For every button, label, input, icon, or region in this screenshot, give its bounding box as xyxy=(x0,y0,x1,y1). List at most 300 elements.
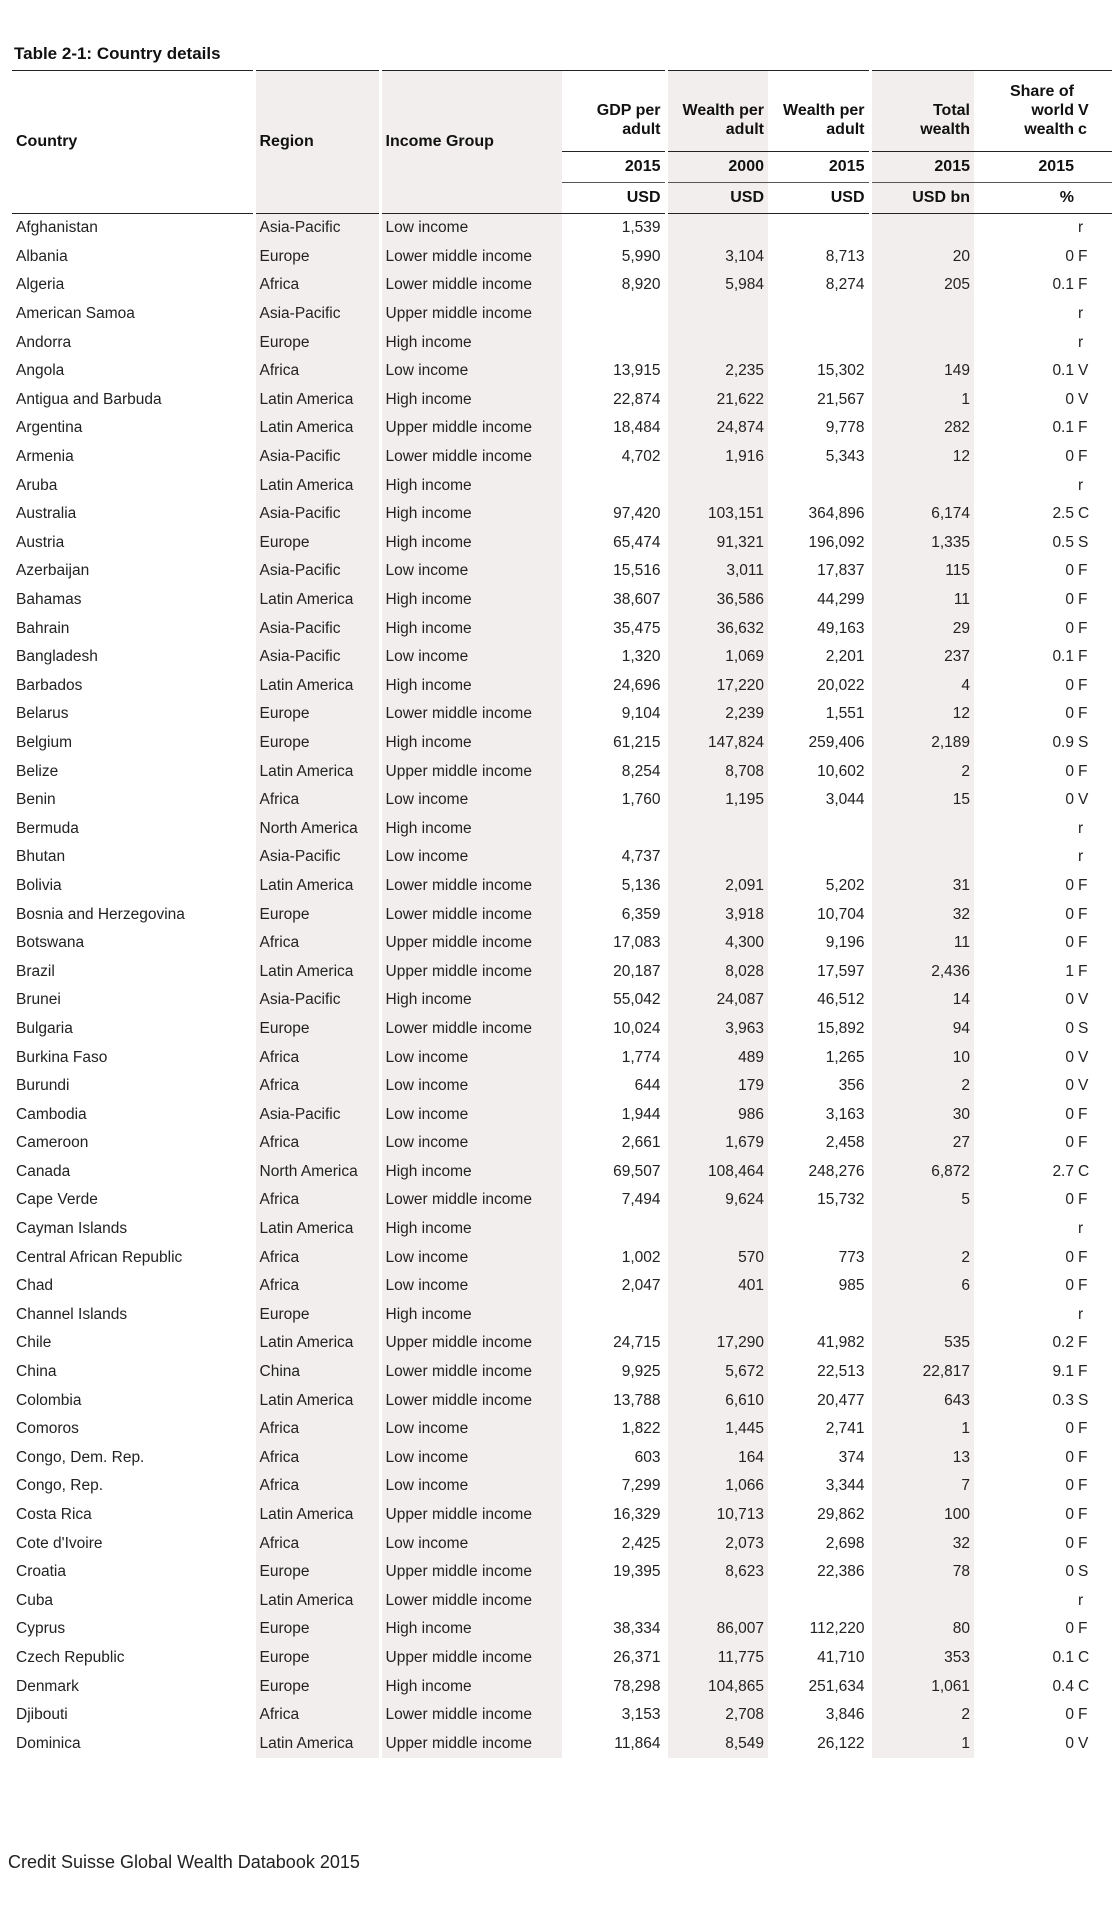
table-row xyxy=(12,357,1112,386)
cell-total-wealth-2015: 1 xyxy=(870,1415,974,1444)
cell-gdp-per-adult-2015 xyxy=(562,300,666,329)
cell-wealth-per-adult-2000: 8,028 xyxy=(666,957,768,986)
cell-country: Cambodia xyxy=(16,1105,87,1123)
cell-total-wealth-2015: 2,189 xyxy=(870,729,974,758)
cell-total-wealth-2015: 205 xyxy=(870,271,974,300)
cell-total-wealth-2015: 2 xyxy=(870,757,974,786)
cell-gdp-per-adult-2015: 4,702 xyxy=(621,448,661,466)
table-row xyxy=(12,1615,1112,1644)
cell-gdp-per-adult-2015: 5,990 xyxy=(621,247,661,265)
cell-share-of-world-wealth-2015: 0.1 xyxy=(1052,362,1074,380)
cell-country: Azerbaijan xyxy=(16,562,90,580)
cell-country: Australia xyxy=(16,505,77,523)
cell-wealth-per-adult-2000: 86,007 xyxy=(666,1615,768,1644)
header-unit-wealth2000: USD xyxy=(666,183,768,214)
cell-gdp-per-adult-2015: 38,607 xyxy=(613,591,661,609)
cell-region: Asia-Pacific xyxy=(254,300,380,329)
cell-next-column-cut: F xyxy=(1078,1448,1088,1466)
table-row xyxy=(12,643,1112,672)
cell-total-wealth-2015: 32 xyxy=(870,900,974,929)
cell-wealth-per-adult-2015: 8,274 xyxy=(825,276,865,294)
cell-income-group: Low income xyxy=(380,1529,562,1558)
cell-region: North America xyxy=(254,1158,380,1187)
cell-income-group: Low income xyxy=(380,557,562,586)
cell-region: North America xyxy=(254,814,380,843)
cell-next-column-cut: C xyxy=(1078,1648,1090,1666)
header-wealth2015-line1: Wealth per xyxy=(783,102,865,119)
cell-gdp-per-adult-2015 xyxy=(562,328,666,357)
cell-region: Europe xyxy=(254,1644,380,1673)
cell-wealth-per-adult-2000: 3,011 xyxy=(666,557,768,586)
cell-income-group: Lower middle income xyxy=(380,1358,562,1387)
cell-country: Cote d'Ivoire xyxy=(16,1534,103,1552)
cell-next-column-cut: F xyxy=(1078,1248,1088,1266)
table-body xyxy=(12,214,1112,1759)
cell-wealth-per-adult-2015: 2,201 xyxy=(825,648,865,666)
cell-wealth-per-adult-2015 xyxy=(768,300,870,329)
cell-share-of-world-wealth-2015: 0 xyxy=(1065,705,1074,723)
cell-share-of-world-wealth-2015: 0.5 xyxy=(1052,533,1074,551)
table-row xyxy=(12,586,1112,615)
cell-country: Bhutan xyxy=(16,848,66,866)
table-row xyxy=(12,1158,1112,1187)
cell-income-group: Low income xyxy=(380,1272,562,1301)
cell-region: Latin America xyxy=(254,414,380,443)
table-row xyxy=(12,328,1112,357)
cell-wealth-per-adult-2000: 1,066 xyxy=(666,1472,768,1501)
cell-wealth-per-adult-2000: 21,622 xyxy=(666,386,768,415)
cell-wealth-per-adult-2015: 26,122 xyxy=(817,1734,865,1752)
cell-income-group: Upper middle income xyxy=(380,1329,562,1358)
cell-wealth-per-adult-2000: 179 xyxy=(666,1072,768,1101)
cell-wealth-per-adult-2000: 104,865 xyxy=(666,1672,768,1701)
cell-next-column-cut: F xyxy=(1078,1420,1088,1438)
header-share-of-world-wealth xyxy=(974,71,1078,152)
cell-share-of-world-wealth-2015: 0 xyxy=(1065,676,1074,694)
table-row xyxy=(12,1243,1112,1272)
cell-wealth-per-adult-2000: 164 xyxy=(666,1444,768,1473)
cell-wealth-per-adult-2000: 24,874 xyxy=(666,414,768,443)
cell-next-column-cut: F xyxy=(1078,648,1088,666)
cell-total-wealth-2015: 1,335 xyxy=(870,529,974,558)
cell-wealth-per-adult-2015 xyxy=(768,814,870,843)
cell-wealth-per-adult-2015: 985 xyxy=(838,1277,865,1295)
cell-gdp-per-adult-2015: 20,187 xyxy=(613,962,661,980)
cell-gdp-per-adult-2015: 1,944 xyxy=(621,1105,661,1123)
cell-total-wealth-2015: 1,061 xyxy=(870,1672,974,1701)
cell-country: Cuba xyxy=(16,1591,54,1609)
table-row xyxy=(12,1529,1112,1558)
cell-country: Chad xyxy=(16,1277,54,1295)
cell-country: Croatia xyxy=(16,1563,66,1581)
cell-share-of-world-wealth-2015: 0 xyxy=(1065,1191,1074,1209)
cell-share-of-world-wealth-2015: 0 xyxy=(1065,1534,1074,1552)
cell-income-group: High income xyxy=(380,614,562,643)
cell-country: Central African Republic xyxy=(16,1248,183,1266)
cell-gdp-per-adult-2015: 35,475 xyxy=(613,619,661,637)
cell-region: Latin America xyxy=(254,586,380,615)
cell-income-group: Lower middle income xyxy=(380,900,562,929)
cell-next-column-cut: F xyxy=(1078,762,1088,780)
cell-gdp-per-adult-2015: 15,516 xyxy=(613,562,661,580)
cell-country: China xyxy=(16,1363,57,1381)
cell-next-column-cut: V xyxy=(1078,390,1089,408)
cell-wealth-per-adult-2015 xyxy=(768,1587,870,1616)
cell-total-wealth-2015: 22,817 xyxy=(870,1358,974,1387)
cell-next-column-cut: F xyxy=(1078,1105,1088,1123)
cell-wealth-per-adult-2015: 5,202 xyxy=(825,876,865,894)
cell-total-wealth-2015: 94 xyxy=(870,1015,974,1044)
cell-share-of-world-wealth-2015: 0.2 xyxy=(1052,1334,1074,1352)
cell-country: Benin xyxy=(16,791,56,809)
cell-income-group: Upper middle income xyxy=(380,957,562,986)
cell-wealth-per-adult-2000: 17,220 xyxy=(666,672,768,701)
cell-gdp-per-adult-2015: 7,494 xyxy=(621,1191,661,1209)
cell-country: Botswana xyxy=(16,934,85,952)
table-title: Table 2-1: Country details xyxy=(14,44,221,63)
cell-total-wealth-2015: 13 xyxy=(870,1444,974,1473)
cell-wealth-per-adult-2000: 489 xyxy=(666,1043,768,1072)
cell-wealth-per-adult-2000 xyxy=(666,214,768,243)
cell-gdp-per-adult-2015: 4,737 xyxy=(621,848,661,866)
cell-total-wealth-2015: 15 xyxy=(870,786,974,815)
cell-wealth-per-adult-2000: 36,586 xyxy=(666,586,768,615)
cell-income-group: Low income xyxy=(380,786,562,815)
cell-wealth-per-adult-2015: 15,732 xyxy=(817,1191,865,1209)
cell-share-of-world-wealth-2015: 0 xyxy=(1065,1620,1074,1638)
cell-wealth-per-adult-2000 xyxy=(666,471,768,500)
header-unit-next xyxy=(1078,183,1112,214)
cell-income-group: High income xyxy=(380,1158,562,1187)
cell-country: Burundi xyxy=(16,1077,70,1095)
cell-country: Bosnia and Herzegovina xyxy=(16,905,185,923)
cell-income-group: Lower middle income xyxy=(380,700,562,729)
header-unit-share: % xyxy=(974,183,1078,214)
cell-total-wealth-2015: 2 xyxy=(870,1072,974,1101)
header-gdp-per-adult xyxy=(562,71,666,152)
cell-wealth-per-adult-2015: 46,512 xyxy=(817,991,865,1009)
table-row xyxy=(12,500,1112,529)
cell-share-of-world-wealth-2015: 0 xyxy=(1065,1706,1074,1724)
cell-country: Afghanistan xyxy=(16,219,98,237)
cell-wealth-per-adult-2000: 2,235 xyxy=(666,357,768,386)
cell-income-group: High income xyxy=(380,1672,562,1701)
table-row xyxy=(12,1701,1112,1730)
cell-region: Africa xyxy=(254,1701,380,1730)
header-share-line1: Share of xyxy=(1009,83,1074,100)
cell-share-of-world-wealth-2015: 0 xyxy=(1065,1134,1074,1152)
table-row xyxy=(12,1644,1112,1673)
cell-wealth-per-adult-2015: 2,698 xyxy=(825,1534,865,1552)
cell-income-group: Lower middle income xyxy=(380,443,562,472)
cell-country: Dominica xyxy=(16,1734,81,1752)
cell-next-column-cut: F xyxy=(1078,1506,1088,1524)
cell-region: Africa xyxy=(254,1243,380,1272)
cell-wealth-per-adult-2000 xyxy=(666,300,768,329)
cell-income-group: Upper middle income xyxy=(380,1729,562,1758)
cell-share-of-world-wealth-2015 xyxy=(974,1215,1078,1244)
cell-country: Channel Islands xyxy=(16,1305,128,1323)
table-row xyxy=(12,1186,1112,1215)
table-row xyxy=(12,872,1112,901)
cell-wealth-per-adult-2015: 3,846 xyxy=(825,1706,865,1724)
header-next-line2: c xyxy=(1078,121,1087,138)
cell-total-wealth-2015 xyxy=(870,471,974,500)
table-row xyxy=(12,1301,1112,1330)
cell-wealth-per-adult-2000: 11,775 xyxy=(666,1644,768,1673)
cell-wealth-per-adult-2000: 401 xyxy=(666,1272,768,1301)
cell-country: Chile xyxy=(16,1334,52,1352)
cell-next-column-cut: F xyxy=(1078,591,1088,609)
cell-country: Bulgaria xyxy=(16,1019,73,1037)
cell-next-column-cut: r xyxy=(1078,819,1084,837)
cell-income-group: Low income xyxy=(380,1444,562,1473)
cell-gdp-per-adult-2015: 1,822 xyxy=(621,1420,661,1438)
cell-income-group: Lower middle income xyxy=(380,872,562,901)
cell-country: American Samoa xyxy=(16,305,135,323)
cell-total-wealth-2015 xyxy=(870,1587,974,1616)
cell-wealth-per-adult-2000 xyxy=(666,1215,768,1244)
cell-region: Africa xyxy=(254,1444,380,1473)
cell-region: Europe xyxy=(254,1672,380,1701)
cell-region: Africa xyxy=(254,1529,380,1558)
cell-wealth-per-adult-2000: 3,963 xyxy=(666,1015,768,1044)
cell-income-group: High income xyxy=(380,529,562,558)
cell-region: Europe xyxy=(254,529,380,558)
header-gdp-line1: GDP per xyxy=(596,102,661,119)
cell-region: Asia-Pacific xyxy=(254,843,380,872)
table-row xyxy=(12,1729,1112,1758)
cell-country: Belize xyxy=(16,762,59,780)
cell-wealth-per-adult-2000: 2,073 xyxy=(666,1529,768,1558)
cell-next-column-cut: F xyxy=(1078,247,1088,265)
cell-share-of-world-wealth-2015: 0 xyxy=(1065,1506,1074,1524)
cell-wealth-per-adult-2015: 20,022 xyxy=(817,676,865,694)
cell-income-group: High income xyxy=(380,729,562,758)
cell-wealth-per-adult-2015: 1,551 xyxy=(825,705,865,723)
table-row xyxy=(12,1215,1112,1244)
cell-wealth-per-adult-2015: 259,406 xyxy=(808,733,865,751)
cell-next-column-cut: F xyxy=(1078,705,1088,723)
table-row xyxy=(12,471,1112,500)
cell-region: Europe xyxy=(254,1015,380,1044)
cell-wealth-per-adult-2015: 10,704 xyxy=(817,905,865,923)
cell-wealth-per-adult-2015: 364,896 xyxy=(808,505,865,523)
cell-wealth-per-adult-2015: 15,892 xyxy=(817,1019,865,1037)
cell-next-column-cut: r xyxy=(1078,1305,1084,1323)
table-row xyxy=(12,986,1112,1015)
cell-income-group: Upper middle income xyxy=(380,414,562,443)
cell-income-group: Upper middle income xyxy=(380,757,562,786)
cell-wealth-per-adult-2000: 3,104 xyxy=(666,243,768,272)
cell-share-of-world-wealth-2015 xyxy=(974,814,1078,843)
cell-next-column-cut: F xyxy=(1078,1191,1088,1209)
cell-total-wealth-2015: 11 xyxy=(870,929,974,958)
table-row xyxy=(12,786,1112,815)
cell-total-wealth-2015: 31 xyxy=(870,872,974,901)
cell-total-wealth-2015: 5 xyxy=(870,1186,974,1215)
cell-next-column-cut: C xyxy=(1078,505,1090,523)
cell-total-wealth-2015 xyxy=(870,843,974,872)
cell-wealth-per-adult-2000: 108,464 xyxy=(666,1158,768,1187)
cell-wealth-per-adult-2000: 6,610 xyxy=(666,1386,768,1415)
cell-region: Latin America xyxy=(254,1215,380,1244)
cell-share-of-world-wealth-2015: 0 xyxy=(1065,1734,1074,1752)
cell-gdp-per-adult-2015: 9,104 xyxy=(621,705,661,723)
cell-region: Latin America xyxy=(254,471,380,500)
cell-income-group: High income xyxy=(380,471,562,500)
cell-country: Algeria xyxy=(16,276,65,294)
cell-income-group: Low income xyxy=(380,1415,562,1444)
cell-share-of-world-wealth-2015: 0 xyxy=(1065,591,1074,609)
cell-share-of-world-wealth-2015: 0.1 xyxy=(1052,1648,1074,1666)
cell-region: Europe xyxy=(254,1615,380,1644)
cell-share-of-world-wealth-2015: 0 xyxy=(1065,1477,1074,1495)
cell-gdp-per-adult-2015: 603 xyxy=(634,1448,661,1466)
header-share-line3: wealth xyxy=(1024,121,1074,138)
cell-income-group: Low income xyxy=(380,1129,562,1158)
cell-total-wealth-2015: 1 xyxy=(870,1729,974,1758)
cell-income-group: Low income xyxy=(380,214,562,243)
cell-total-wealth-2015: 14 xyxy=(870,986,974,1015)
cell-next-column-cut: V xyxy=(1078,362,1089,380)
cell-wealth-per-adult-2000: 8,549 xyxy=(666,1729,768,1758)
cell-wealth-per-adult-2000: 36,632 xyxy=(666,614,768,643)
cell-next-column-cut: F xyxy=(1078,1620,1088,1638)
header-region: Region xyxy=(254,71,380,214)
cell-income-group: Upper middle income xyxy=(380,929,562,958)
cell-next-column-cut: r xyxy=(1078,476,1084,494)
cell-next-column-cut: F xyxy=(1078,934,1088,952)
table-row xyxy=(12,1072,1112,1101)
cell-gdp-per-adult-2015: 78,298 xyxy=(613,1677,661,1695)
cell-gdp-per-adult-2015: 65,474 xyxy=(613,533,661,551)
header-wealth2015-line2: adult xyxy=(826,121,865,138)
cell-income-group: High income xyxy=(380,1215,562,1244)
cell-income-group: Lower middle income xyxy=(380,243,562,272)
cell-gdp-per-adult-2015: 11,864 xyxy=(614,1734,661,1752)
cell-wealth-per-adult-2000: 5,672 xyxy=(666,1358,768,1387)
cell-total-wealth-2015: 32 xyxy=(870,1529,974,1558)
cell-country: Burkina Faso xyxy=(16,1048,108,1066)
cell-next-column-cut: F xyxy=(1078,905,1088,923)
cell-country: Bangladesh xyxy=(16,648,98,666)
cell-region: Asia-Pacific xyxy=(254,614,380,643)
header-unit-total: USD bn xyxy=(870,183,974,214)
cell-income-group: High income xyxy=(380,672,562,701)
cell-gdp-per-adult-2015: 1,774 xyxy=(621,1048,661,1066)
cell-region: Latin America xyxy=(254,386,380,415)
cell-wealth-per-adult-2000: 986 xyxy=(666,1100,768,1129)
header-year-wealth2015: 2015 xyxy=(768,152,870,183)
header-total-line1: Total xyxy=(932,102,970,119)
cell-country: Aruba xyxy=(16,476,58,494)
cell-gdp-per-adult-2015 xyxy=(562,1215,666,1244)
cell-wealth-per-adult-2015: 251,634 xyxy=(808,1677,865,1695)
cell-share-of-world-wealth-2015: 0.4 xyxy=(1052,1677,1074,1695)
cell-region: Europe xyxy=(254,1301,380,1330)
cell-wealth-per-adult-2000: 5,984 xyxy=(666,271,768,300)
cell-wealth-per-adult-2015 xyxy=(768,471,870,500)
cell-region: Asia-Pacific xyxy=(254,557,380,586)
cell-wealth-per-adult-2015: 9,196 xyxy=(825,934,865,952)
table-row xyxy=(12,1358,1112,1387)
cell-region: Asia-Pacific xyxy=(254,986,380,1015)
table-row xyxy=(12,386,1112,415)
table-row xyxy=(12,929,1112,958)
cell-region: Latin America xyxy=(254,957,380,986)
table-row xyxy=(12,1015,1112,1044)
table-row xyxy=(12,1558,1112,1587)
cell-gdp-per-adult-2015: 1,002 xyxy=(621,1248,661,1266)
table-header xyxy=(12,71,1112,214)
cell-wealth-per-adult-2015: 3,344 xyxy=(825,1477,865,1495)
cell-total-wealth-2015: 237 xyxy=(870,643,974,672)
cell-total-wealth-2015: 12 xyxy=(870,700,974,729)
cell-income-group: High income xyxy=(380,500,562,529)
header-wealth2000-line1: Wealth per xyxy=(682,102,764,119)
cell-region: Africa xyxy=(254,1129,380,1158)
cell-wealth-per-adult-2000 xyxy=(666,328,768,357)
cell-income-group: Lower middle income xyxy=(380,1587,562,1616)
cell-gdp-per-adult-2015: 13,788 xyxy=(613,1391,661,1409)
cell-wealth-per-adult-2000: 103,151 xyxy=(666,500,768,529)
cell-total-wealth-2015: 12 xyxy=(870,443,974,472)
cell-share-of-world-wealth-2015: 0 xyxy=(1065,448,1074,466)
cell-country: Costa Rica xyxy=(16,1506,92,1524)
header-year-next xyxy=(1078,152,1112,183)
cell-next-column-cut: r xyxy=(1078,1591,1084,1609)
cell-region: Asia-Pacific xyxy=(254,443,380,472)
cell-share-of-world-wealth-2015: 0 xyxy=(1065,991,1074,1009)
cell-country: Barbados xyxy=(16,676,83,694)
cell-wealth-per-adult-2000: 24,087 xyxy=(666,986,768,1015)
cell-total-wealth-2015: 4 xyxy=(870,672,974,701)
cell-wealth-per-adult-2000: 2,239 xyxy=(666,700,768,729)
country-details-table-wrapper xyxy=(12,70,1090,1758)
cell-gdp-per-adult-2015 xyxy=(562,814,666,843)
cell-wealth-per-adult-2015: 17,837 xyxy=(817,562,865,580)
cell-wealth-per-adult-2000 xyxy=(666,1587,768,1616)
header-next-line1: V xyxy=(1078,102,1089,119)
cell-share-of-world-wealth-2015: 2.5 xyxy=(1052,505,1074,523)
cell-region: Africa xyxy=(254,786,380,815)
table-row xyxy=(12,529,1112,558)
cell-next-column-cut: F xyxy=(1078,1134,1088,1152)
table-row xyxy=(12,1415,1112,1444)
cell-gdp-per-adult-2015: 5,136 xyxy=(621,876,661,894)
cell-wealth-per-adult-2015: 22,513 xyxy=(817,1363,865,1381)
cell-wealth-per-adult-2015 xyxy=(768,328,870,357)
cell-next-column-cut: F xyxy=(1078,1706,1088,1724)
cell-wealth-per-adult-2015: 22,386 xyxy=(817,1563,865,1581)
cell-wealth-per-adult-2015: 196,092 xyxy=(808,533,865,551)
cell-country: Bermuda xyxy=(16,819,79,837)
cell-gdp-per-adult-2015: 8,254 xyxy=(621,762,661,780)
cell-gdp-per-adult-2015: 19,395 xyxy=(613,1563,661,1581)
cell-region: Europe xyxy=(254,243,380,272)
page-footer: Credit Suisse Global Wealth Databook 2015 xyxy=(8,1852,360,1872)
cell-country: Angola xyxy=(16,362,65,380)
cell-next-column-cut: C xyxy=(1078,1162,1090,1180)
cell-next-column-cut: F xyxy=(1078,562,1088,580)
cell-gdp-per-adult-2015: 2,661 xyxy=(621,1134,661,1152)
cell-share-of-world-wealth-2015 xyxy=(974,1587,1078,1616)
cell-gdp-per-adult-2015: 24,715 xyxy=(613,1334,661,1352)
table-row xyxy=(12,1129,1112,1158)
cell-total-wealth-2015: 27 xyxy=(870,1129,974,1158)
cell-total-wealth-2015: 10 xyxy=(870,1043,974,1072)
